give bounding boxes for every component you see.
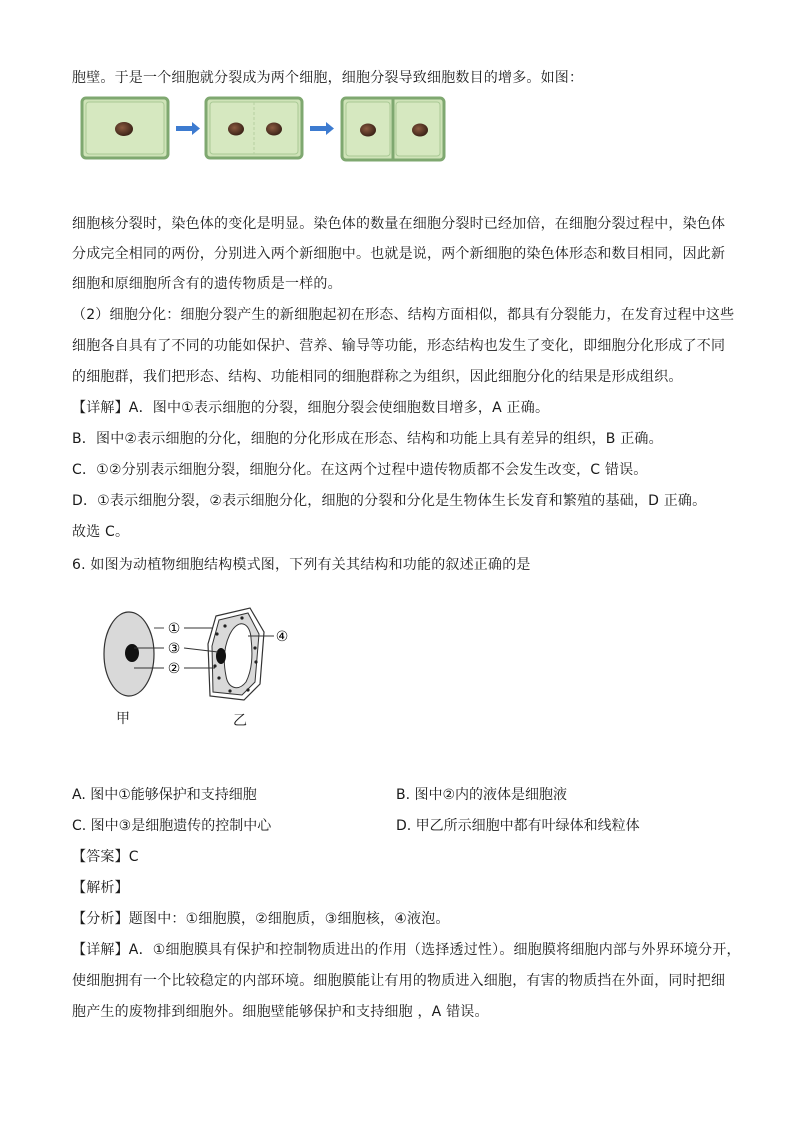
caption-plant: 乙	[233, 713, 247, 729]
paragraph-line: 分成完全相同的两份，分别进入两个新细胞中。也就是说，两个新细胞的染色体形态和数目相同，因此新	[72, 246, 726, 262]
answer-line: 【答案】C	[72, 849, 139, 865]
paragraph-line: 胞壁。于是一个细胞就分裂成为两个细胞，细胞分裂导致细胞数目的增多。如图：	[72, 70, 584, 86]
paragraph-line: D．①表示细胞分裂，②表示细胞分化，细胞的分裂和分化是生物体生长发育和繁殖的基础，D 正确。	[72, 493, 707, 509]
nucleus	[266, 123, 282, 136]
paragraph-line: （2）细胞分化：细胞分裂产生的新细胞起初在形态、结构方面相似，都具有分裂能力，在发育过程中这些	[72, 307, 735, 323]
animal-cell	[104, 612, 154, 696]
label-1: ①	[167, 621, 181, 637]
arrow-icon	[176, 122, 200, 135]
paragraph-line: 故选 C。	[72, 524, 130, 540]
nucleus	[228, 123, 244, 136]
two-daughter-cells	[342, 98, 444, 160]
cell-nucleus-divided	[206, 98, 302, 158]
option-c: C. 图中③是细胞遗传的控制中心	[72, 818, 272, 834]
paragraph-line: C．①②分别表示细胞分裂，细胞分化。在这两个过程中遗传物质都不会发生改变，C 错误。	[72, 462, 648, 478]
cell-division-figure	[78, 94, 450, 166]
label-2: ②	[167, 661, 181, 677]
nucleus	[360, 124, 376, 137]
paragraph-line: 细胞核分裂时，染色体的变化是明显。染色体的数量在细胞分裂时已经加倍，在细胞分裂过程中，染色体	[72, 216, 726, 232]
plant-cell	[208, 608, 264, 700]
paragraph-line: B．图中②表示细胞的分化，细胞的分化形成在形态、结构和功能上具有差异的组织，B 正确。	[72, 431, 663, 447]
option-b: B. 图中②内的液体是细胞液	[396, 787, 568, 803]
paragraph-line: 细胞各自具有了不同的功能如保护、营养、输导等功能，形态结构也发生了变化，即细胞分化形成了不同	[72, 338, 726, 354]
question-stem: 6. 如图为动植物细胞结构模式图，下列有关其结构和功能的叙述正确的是	[72, 557, 531, 573]
detail-line: 胞产生的废物排到细胞外。细胞壁能够保护和支持细胞 ，A 错误。	[72, 1004, 489, 1020]
nucleus	[216, 648, 226, 664]
paragraph-line: 细胞和原细胞所含有的遗传物质是一样的。	[72, 276, 342, 292]
arrow-icon	[310, 122, 334, 135]
nucleus	[412, 124, 428, 137]
nucleus	[125, 644, 139, 662]
cell-before-division	[82, 98, 168, 158]
nucleus	[115, 122, 133, 136]
option-d: D. 甲乙所示细胞中都有叶绿体和线粒体	[396, 818, 640, 834]
caption-animal: 甲	[116, 711, 130, 727]
label-3: ③	[167, 641, 181, 657]
animal-plant-cell-diagram	[98, 604, 308, 704]
option-a: A. 图中①能够保护和支持细胞	[72, 787, 257, 803]
paragraph-line: 的细胞群，我们把形态、结构、功能相同的细胞群称之为组织，因此细胞分化的结果是形成组织。	[72, 369, 683, 385]
analysis-line: 【分析】题图中：①细胞膜，②细胞质，③细胞核，④液泡。	[72, 911, 450, 927]
label-4: ④	[275, 629, 289, 645]
detail-line: 【详解】A．①细胞膜具有保护和控制物质进出的作用（选择透过性）。细胞膜将细胞内部与外界环境分开，	[72, 942, 741, 958]
paragraph-line: 【详解】A．图中①表示细胞的分裂，细胞分裂会使细胞数目增多，A 正确。	[72, 400, 550, 416]
detail-line: 使细胞拥有一个比较稳定的内部环境。细胞膜能让有用的物质进入细胞，有害的物质挡在外面，同时把细	[72, 973, 726, 989]
analysis-title: 【解析】	[72, 880, 129, 896]
